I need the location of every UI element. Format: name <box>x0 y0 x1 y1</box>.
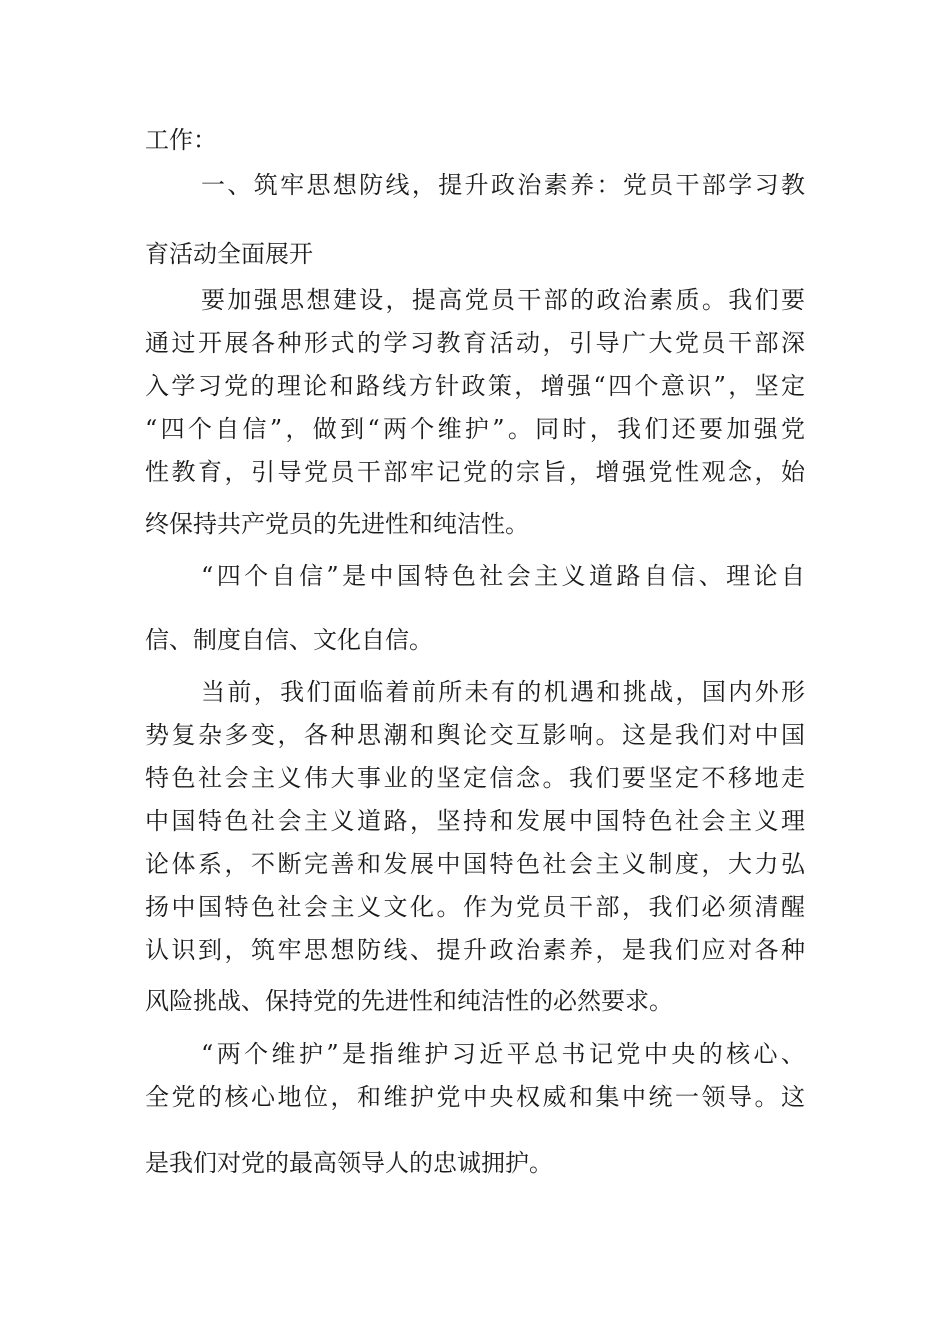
text-line: 当前，我们面临着前所未有的机遇和挑战，国内外形 <box>201 678 805 706</box>
text-line: 扬中国特色社会主义文化。作为党员干部，我们必须清醒 <box>145 893 805 921</box>
text-line: 工作： <box>145 126 217 154</box>
text-line: 要加强思想建设，提高党员干部的政治素质。我们要 <box>201 286 805 314</box>
text-line: 信、制度自信、文化自信。 <box>145 626 433 654</box>
text-line: 是我们对党的最高领导人的忠诚拥护。 <box>145 1149 553 1177</box>
text-line: 全党的核心地位，和维护党中央权威和集中统一领导。这 <box>145 1083 805 1111</box>
text-line: 入学习党的理论和路线方针政策，增强“四个意识”，坚定 <box>145 372 805 400</box>
text-line: “四个自信”，做到“两个维护”。同时，我们还要加强党 <box>145 415 805 443</box>
text-line: “四个自信”是中国特色社会主义道路自信、理论自 <box>201 562 805 590</box>
section-heading-line: 一、筑牢思想防线，提升政治素养：党员干部学习教 <box>201 171 805 199</box>
text-line: 特色社会主义伟大事业的坚定信念。我们要坚定不移地走 <box>145 764 805 792</box>
text-line: 风险挑战、保持党的先进性和纯洁性的必然要求。 <box>145 987 673 1015</box>
text-line: 论体系，不断完善和发展中国特色社会主义制度，大力弘 <box>145 850 805 878</box>
text-line: 终保持共产党员的先进性和纯洁性。 <box>145 510 529 538</box>
text-line: “两个维护”是指维护习近平总书记党中央的核心、 <box>201 1040 805 1068</box>
text-line: 通过开展各种形式的学习教育活动，引导广大党员干部深 <box>145 329 805 357</box>
text-line: 势复杂多变，各种思潮和舆论交互影响。这是我们对中国 <box>145 721 805 749</box>
section-heading-line: 育活动全面展开 <box>145 240 313 268</box>
text-line: 认识到，筑牢思想防线、提升政治素养，是我们应对各种 <box>145 936 805 964</box>
text-line: 性教育，引导党员干部牢记党的宗旨，增强党性观念，始 <box>145 458 805 486</box>
text-line: 中国特色社会主义道路，坚持和发展中国特色社会主义理 <box>145 807 805 835</box>
